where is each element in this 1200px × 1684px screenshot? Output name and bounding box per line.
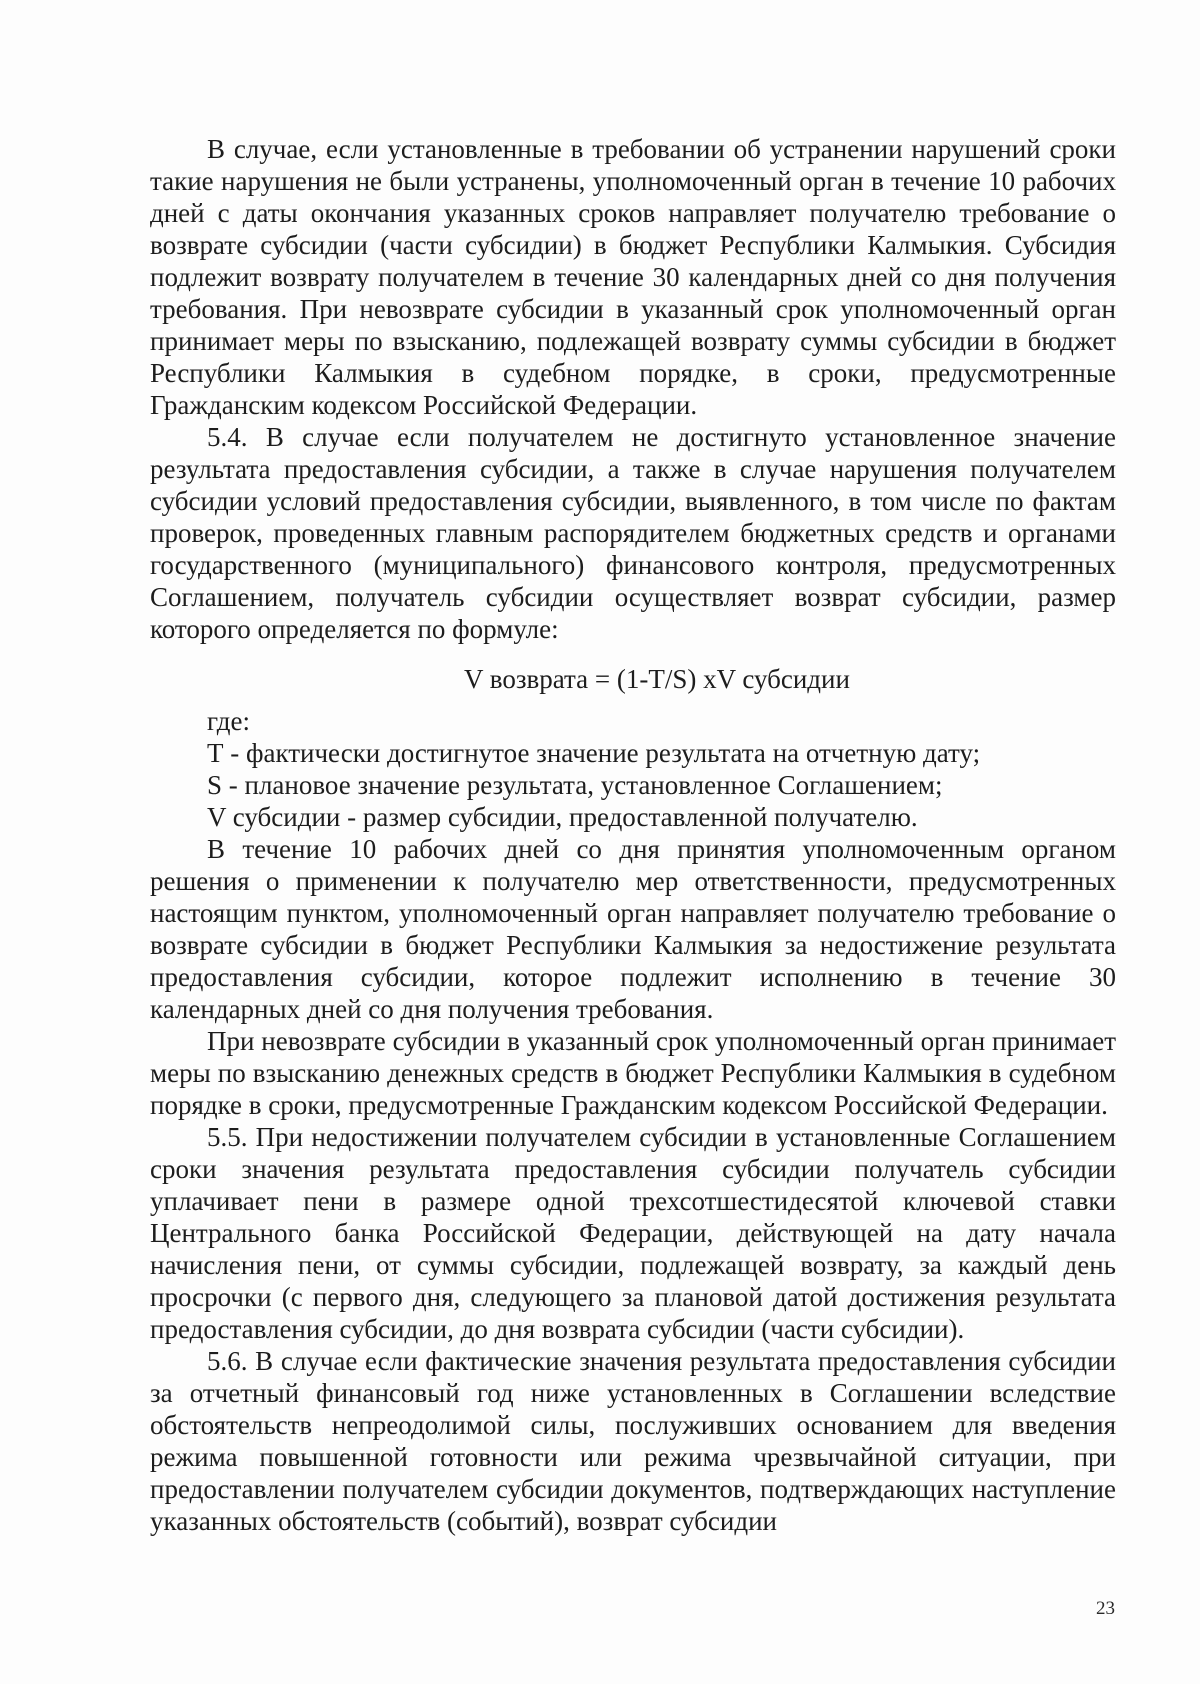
paragraph-5-4: 5.4. В случае если получателем не достигнуто установленное значение результата предоставления субсидии, а также в случае нарушения получателем субсидии условий предоставления субсидии, выявленного, в том числе по фактам проверок, проведенных главным распорядителем бюджетных средств и органами государственного (муниципального) финансового контроля, предусмотренных Соглашением, получатель субсидии осуществляет возврат субсидии, размер которого определяется по формуле: — [150, 422, 1116, 644]
paragraph-5-5: 5.5. При недостижении получателем субсидии в установленные Соглашением сроки значения результата предоставления субсидии получатель субсидии уплачивает пени в размере одной трехсотшестидесятой ключевой ставки Центрального банка Российской Федерации, действующей на дату начала начисления пени, от суммы субсидии, подлежащей возврату, за каждый день просрочки (с первого дня, следующего за плановой датой достижения результата предоставления субсидии, до дня возврата субсидии (части субсидии). — [150, 1122, 1116, 1344]
paragraph-5-6: 5.6. В случае если фактические значения результата предоставления субсидии за отчетный финансовый год ниже установленных в Соглашении вследствие обстоятельств непреодолимой силы, послуживших основанием для введения режима повышенной готовности или режима чрезвычайной ситуации, при предоставлении получателем субсидии документов, подтверждающих наступление указанных обстоятельств (событий), возврат субсидии — [150, 1346, 1116, 1536]
page-number: 23 — [1096, 1598, 1115, 1619]
paragraph-ten-days: В течение 10 рабочих дней со дня принятия уполномоченным органом решения о применении к получателю мер ответственности, предусмотренных настоящим пунктом, уполномоченный орган направляет получателю требование о возврате субсидии в бюджет Республики Калмыкия за недостижение результата предоставления субсидии, которое подлежит исполнению в течение 30 календарных дней со дня получения требования. — [150, 834, 1116, 1024]
paragraph-non-return: При невозврате субсидии в указанный срок уполномоченный орган принимает меры по взысканию денежных средств в бюджет Республики Калмыкия в судебном порядке в сроки, предусмотренные Гражданским кодексом Российской Федерации. — [150, 1026, 1116, 1120]
paragraph-return-demand: В случае, если установленные в требовании об устранении нарушений сроки такие нарушения не были устранены, уполномоченный орган в течение 10 рабочих дней с даты окончания указанных сроков направляет получателю требование о возврате субсидии (части субсидии) в бюджет Республики Калмыкия. Субсидия подлежит возврату получателем в течение 30 календарных дней со дня получения требования. При невозврате субсидии в указанный срок уполномоченный орган принимает меры по взысканию, подлежащей возврату суммы субсидии в бюджет Республики Калмыкия в судебном порядке, в сроки, предусмотренные Гражданским кодексом Российской Федерации. — [150, 134, 1116, 420]
definition-where: где: — [207, 706, 250, 736]
document-body — [150, 133, 1116, 1537]
definition-s: S - плановое значение результата, установленное Соглашением; — [207, 770, 943, 800]
definition-t: Т - фактически достигнутое значение результата на отчетную дату; — [207, 738, 981, 768]
definition-v: V субсидии - размер субсидии, предоставленной получателю. — [207, 802, 918, 832]
formula: V возврата = (1-T/S) xV субсидии — [464, 664, 850, 694]
